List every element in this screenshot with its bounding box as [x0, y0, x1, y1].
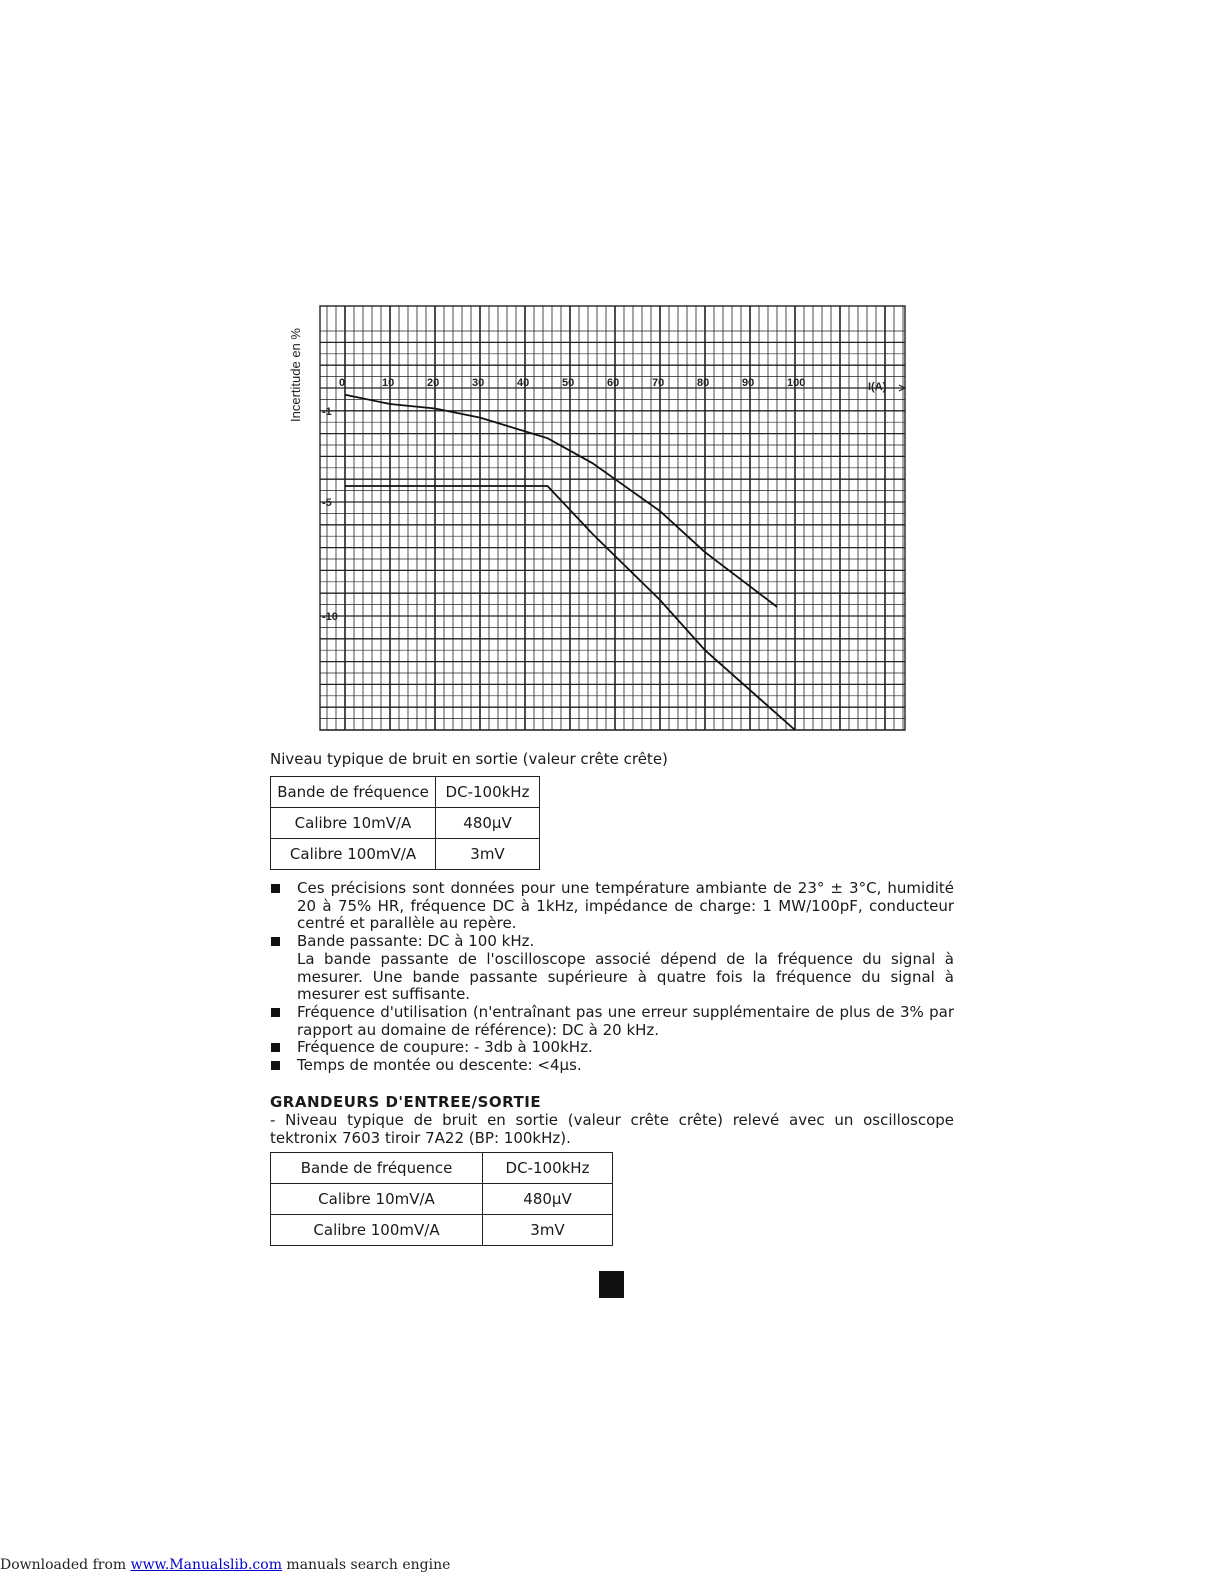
- x-tick-label: 60: [607, 377, 620, 389]
- list-item-text: Bande passante: DC à 100 kHz.: [297, 932, 535, 951]
- list-item-text: Ces précisions sont données pour une température ambiante de 23° ± 3°C, humidité 20 à 75% HR, fréquence DC à 1kHz, impédance de charge: 1 MW/100pF, conducteur centré et parallèle au repère.: [297, 879, 954, 933]
- footer-prefix: Downloaded from: [0, 1557, 131, 1573]
- y-tick-label: -10: [322, 611, 338, 623]
- table-row: [271, 808, 540, 839]
- table-row: [271, 1215, 613, 1246]
- bullet-square-icon: [271, 1061, 280, 1070]
- table-cell: DC-100kHz: [436, 777, 540, 808]
- y-tick-label: -1: [322, 405, 332, 418]
- specification-list: [270, 880, 954, 1075]
- x-tick-label: 90: [742, 377, 755, 389]
- uncertainty-chart: [270, 298, 925, 750]
- table-cell: 3mV: [436, 839, 540, 870]
- x-tick-label: 40: [517, 377, 530, 389]
- manualslib-link[interactable]: www.Manualslib.com: [130, 1557, 282, 1573]
- table-cell: Calibre 10mV/A: [271, 808, 436, 839]
- noise-table-2: [270, 1152, 613, 1246]
- bullet-square-icon: [271, 884, 280, 893]
- table-cell: Calibre 10mV/A: [271, 1184, 483, 1215]
- bullet-square-icon: [271, 937, 280, 946]
- x-axis-label: I(A): [868, 381, 887, 393]
- table-row: [271, 1153, 613, 1184]
- section-text: - Niveau typique de bruit en sortie (valeur crête crête) relevé avec un oscilloscope tektronix 7603 tiroir 7A22 (BP: 100kHz).: [270, 1111, 954, 1147]
- noise-caption: Niveau typique de bruit en sortie (valeur crête crête): [270, 750, 668, 768]
- y-tick-label: -5: [322, 497, 332, 509]
- page-marker: [599, 1271, 624, 1298]
- x-tick-label: 0: [339, 377, 346, 389]
- bullet-square-icon: [271, 1043, 280, 1052]
- list-item: [270, 1057, 954, 1075]
- table-cell: 480µV: [436, 808, 540, 839]
- table-cell: Calibre 100mV/A: [271, 839, 436, 870]
- list-item-text: La bande passante de l'oscilloscope associé dépend de la fréquence du signal à mesurer. Une bande passante supérieure à quatre fois la fréquence du signal à mesurer est suffisante.: [297, 949, 954, 1004]
- list-item: [270, 933, 954, 1004]
- x-tick-label: 10: [382, 377, 395, 389]
- x-tick-label: 80: [697, 377, 710, 389]
- list-item-text: Fréquence de coupure: - 3db à 100kHz.: [297, 1038, 593, 1057]
- table-cell: DC-100kHz: [483, 1153, 613, 1184]
- table-cell: 3mV: [483, 1215, 613, 1246]
- x-tick-label: 100: [787, 377, 806, 389]
- list-item-text: Temps de montée ou descente: <4µs.: [297, 1056, 582, 1075]
- x-tick-label: 70: [652, 377, 665, 389]
- footer-suffix: manuals search engine: [281, 1557, 451, 1573]
- table-row: [271, 839, 540, 870]
- x-tick-label: 50: [562, 377, 575, 389]
- footer: [0, 1557, 450, 1573]
- list-item: [270, 880, 954, 933]
- chart-labels: [322, 377, 805, 623]
- table-cell: Calibre 100mV/A: [271, 1215, 483, 1246]
- x-tick-label: 30: [472, 377, 485, 389]
- table-cell: Bande de fréquence: [271, 1153, 483, 1184]
- bullet-square-icon: [271, 1008, 280, 1017]
- x-tick-label: 20: [427, 377, 440, 389]
- table-cell: 480µV: [483, 1184, 613, 1215]
- table-cell: Bande de fréquence: [271, 777, 436, 808]
- noise-table-1: [270, 776, 540, 870]
- chart-grid: [320, 306, 905, 730]
- y-axis-label: Incertitude en %: [288, 328, 303, 422]
- section-title: GRANDEURS D'ENTREE/SORTIE: [270, 1093, 542, 1111]
- list-item: [270, 1039, 954, 1057]
- list-item: [270, 1004, 954, 1039]
- table-row: [271, 777, 540, 808]
- table-row: [271, 1184, 613, 1215]
- list-item-text: Fréquence d'utilisation (n'entraînant pas une erreur supplémentaire de plus de 3% par rapport au domaine de référence): DC à 20 kHz.: [297, 1002, 954, 1039]
